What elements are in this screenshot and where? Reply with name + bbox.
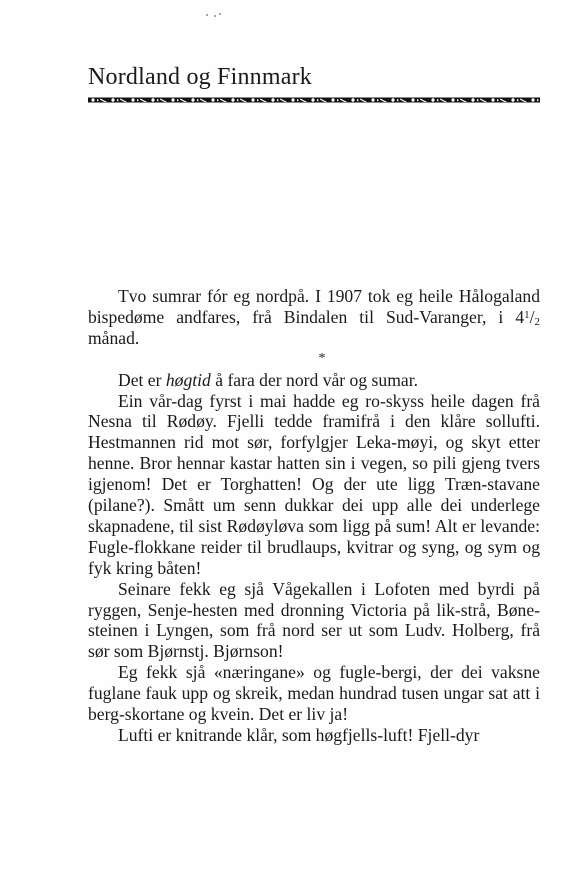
paragraph-1-text: Tvo sumrar fór eg nordpå. I 1907 tok eg heile Hålogaland bispedøme andfares, frå Bindalen til Sud-Varanger, i: [88, 286, 540, 327]
fraction-denominator: 2: [534, 315, 540, 328]
paragraph-4: Seinare fekk eg sjå Vågekallen i Lofoten med byrdi på ryggen, Senje-hesten med dronning Victoria på lik-strå, Bøne-steinen i Lyngen, som frå nord ser ut som Ludv. Holberg, frå sør som Bjørnstj. Bjørnson!: [88, 578, 540, 662]
decorative-rule: [88, 96, 540, 104]
paragraph-6: Lufti er knitrande klår, som høgfjells-luft! Fjell-dyr: [118, 725, 480, 746]
paragraph-1: [88, 286, 540, 349]
print-speck: [206, 14, 208, 16]
print-speck: [219, 13, 221, 15]
paragraph-1-tail: månad.: [88, 327, 140, 348]
body-text: [88, 286, 540, 746]
asterisk-separator: *: [318, 350, 326, 366]
paragraph-2-start: Det er: [118, 369, 166, 390]
print-specks: [200, 10, 240, 20]
paragraph-5: Eg fekk sjå «næringane» og fugle-bergi, der dei vaksne fuglane fauk upp og skreik, medan hundrad tusen ungar sat att i berg-skortane og kvein. Det er liv ja!: [88, 662, 540, 725]
paragraph-3: Ein vår-dag fyrst i mai hadde eg ro-skyss heile dagen frå Nesna til Rødøy. Fjelli tedde framifrå i den klåre sollufti. Hestmannen rid mot sør, forfylgjer Leka-møyi, og skyt etter henne. Bror hennar kastar hatten sin i vegen, so pili gjeng tvers igjenom! Det er Torghatten! Og der ute ligg Træn-stavane (pilane?). Smått um senn dukkar dei upp alle dei underlege skapnadene, til sist Rødøyløva som ligg på sum! Alt er levande: Fugle-flokkane reider til brudlaups, kvitrar og syng, og sym og fyk kring båten!: [88, 390, 540, 578]
fraction-four-and-a-half: $4^1/_2$: [515, 306, 540, 328]
paragraph-2: [88, 370, 540, 391]
paragraph-2-end: å fara der nord vår og sumar.: [210, 369, 418, 390]
chapter-title: Nordland og Finnmark: [88, 64, 312, 90]
fraction-whole: 4: [515, 306, 525, 327]
print-speck: [214, 15, 216, 17]
emphasized-word: høgtid: [165, 369, 211, 390]
fraction-numerator: 1: [524, 308, 530, 321]
